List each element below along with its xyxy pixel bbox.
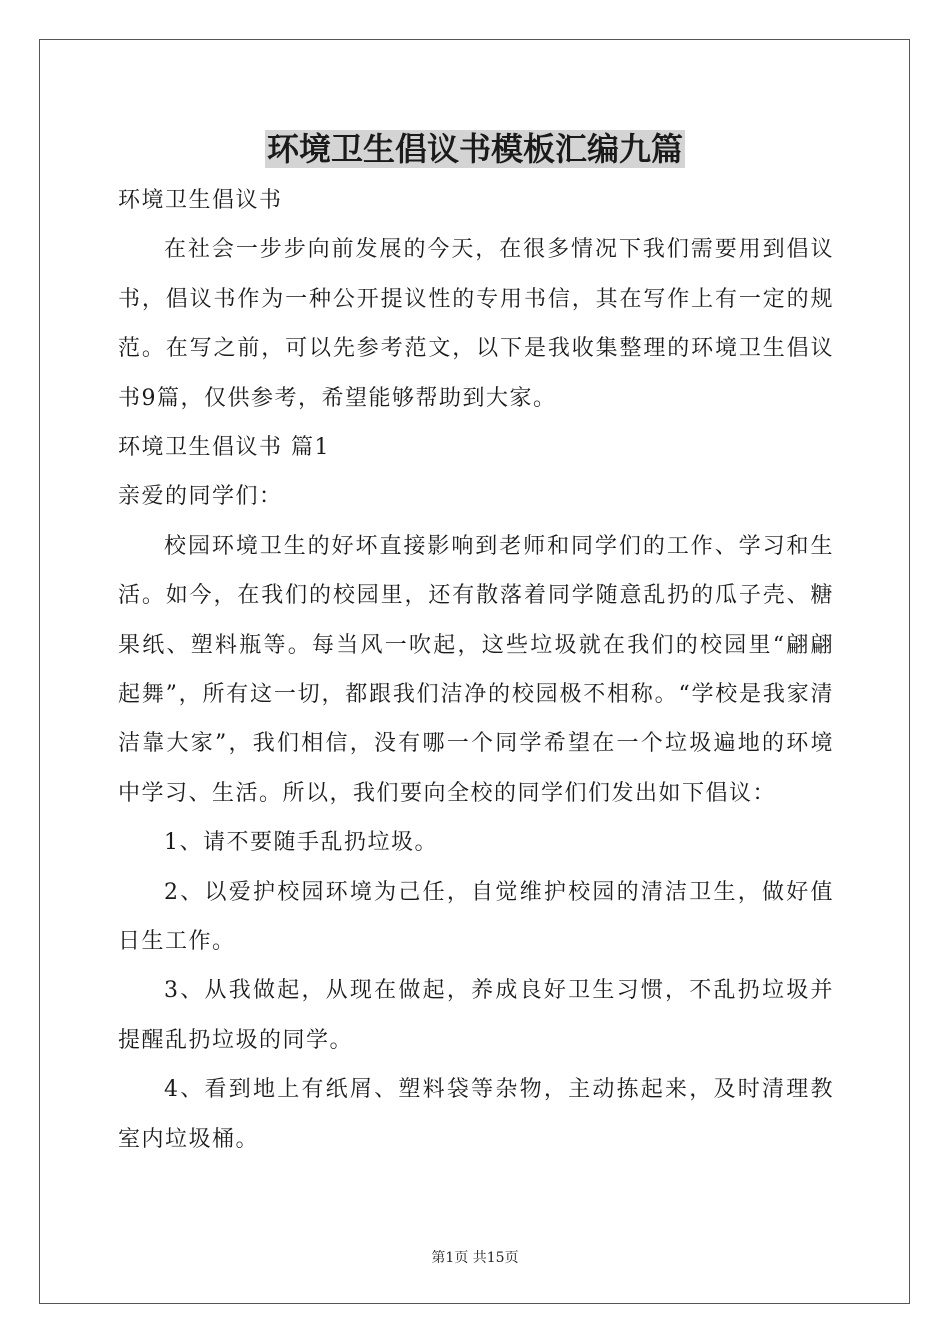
document-title-text: 环境卫生倡议书模板汇编九篇 (266, 130, 683, 168)
greeting: 亲爱的同学们： (118, 484, 283, 510)
intro-heading: 环境卫生倡议书 (118, 188, 283, 213)
page-footer: 第1页 共15页 (431, 1250, 519, 1266)
section-heading: 环境卫生倡议书 篇1 (118, 435, 330, 461)
list-item: 4、看到地上有纸屑、塑料袋等杂物，主动拣起来，及时清理教室内垃圾桶。 (118, 1077, 834, 1152)
document-body (118, 176, 834, 1164)
document-title (0, 127, 950, 171)
list-item: 1、请不要随手乱扔垃圾。 (164, 830, 438, 856)
intro-paragraph: 在社会一步步向前发展的今天，在很多情况下我们需要用到倡议书，倡议书作为一种公开提议性的专用书信，其在写作上有一定的规范。在写之前，可以先参考范文，以下是我收集整理的环境卫生倡议书9篇，仅供参考，希望能够帮助到大家。 (118, 237, 834, 411)
body-paragraph: 校园环境卫生的好坏直接影响到老师和同学们的工作、学习和生活。如今，在我们的校园里，还有散落着同学随意乱扔的瓜子壳、糖果纸、塑料瓶等。每当风一吹起，这些垃圾就在我们的校园里“翩翩起舞”，所有这一切，都跟我们洁净的校园极不相称。“学校是我家清洁靠大家”，我们相信，没有哪一个同学希望在一个垃圾遍地的环境中学习、生活。所以，我们要向全校的同学们们发出如下倡议： (118, 533, 834, 806)
list-item: 3、从我做起，从现在做起，养成良好卫生习惯，不乱扔垃圾并提醒乱扔垃圾的同学。 (118, 978, 834, 1053)
list-item: 2、以爱护校园环境为己任，自觉维护校园的清洁卫生，做好值日生工作。 (118, 879, 834, 955)
